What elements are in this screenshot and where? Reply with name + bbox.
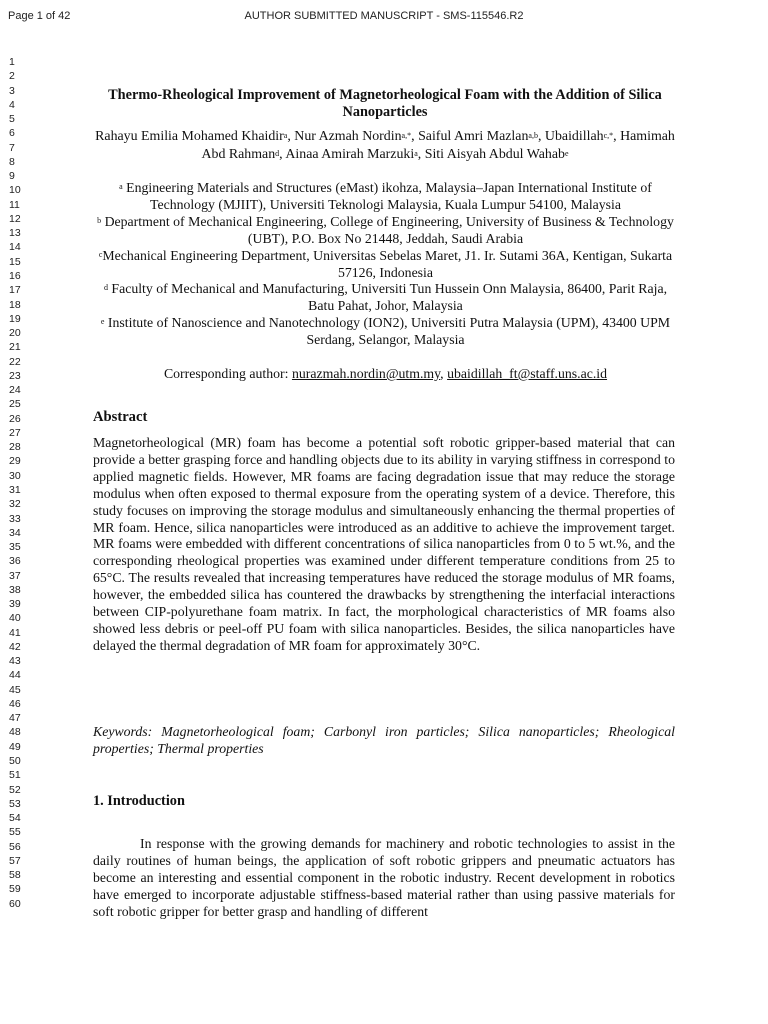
author-separator: , <box>411 129 419 144</box>
line-number: 11 <box>9 198 20 211</box>
line-number: 18 <box>9 298 21 311</box>
line-number: 55 <box>9 826 21 839</box>
line-number: 10 <box>9 184 21 197</box>
affiliation-b <box>93 214 678 248</box>
line-number: 1 <box>9 56 15 68</box>
line-number: 22 <box>9 355 21 368</box>
line-number: 38 <box>9 583 21 596</box>
author-name: Rahayu Emilia Mohamed Khaidir <box>95 129 284 144</box>
line-number: 53 <box>9 797 21 810</box>
author-separator: , <box>279 147 286 162</box>
author-separator: , <box>537 129 545 144</box>
line-number: 45 <box>9 683 21 696</box>
line-number: 36 <box>9 555 21 568</box>
author-name: Nur Azmah Nordin <box>294 129 402 144</box>
line-number: 32 <box>9 498 21 511</box>
author-separator: , <box>613 129 621 144</box>
line-number: 41 <box>9 626 21 639</box>
line-number: 57 <box>9 854 21 867</box>
line-number: 15 <box>9 255 21 268</box>
affiliation-text: Faculty of Mechanical and Manufacturing, Universiti Tun Hussein Onn Malaysia, 86400, Parit Raja, Batu Pahat, Johor, Malaysia <box>107 281 668 314</box>
line-number: 13 <box>9 227 21 240</box>
line-number: 52 <box>9 783 21 796</box>
affiliation-text: Mechanical Engineering Department, Universitas Sebelas Maret, J1. Ir. Sutami 36A, Kentigan, Sukarta 57126, Indonesia <box>102 247 673 280</box>
line-number: 43 <box>9 655 21 668</box>
abstract-text: Magnetorheological (MR) foam has become a potential soft robotic gripper-based material that can provide a better grasping force and handling objects due to its ability in varying stiffness in correspond to applied magnetic fields. However, MR foams are facing degradation issue that may reduce the storage modulus when often exposed to thermal exposure from the operating system of a device. Therefore, this study focuses on improving the storage modulus and simultaneously enhancing the thermal properties of MR foam. Hence, silica nanoparticles were introduced as an additive to achieve the improvement target. MR foams were embedded with different concentrations of silica nanoparticles from 0 to 5 wt.%, and the corresponding rheological properties was examined under different temperature conditions from 25 to 65°C. The results revealed that increasing temperatures have reduced the storage modulus of MR foams, however, the embedded silica has countered the drawbacks by strengthening the interfacial interactions between CIP-polyurethane foam matrix. In fact, the morphological characteristics of MR foams also showed less debris or peel-off PU foam with silica nanoparticles. Besides, the silica nanoparticles have delayed the thermal degradation of MR foam for approximately 30°C. <box>93 435 675 653</box>
affiliation-text: Department of Mechanical Engineering, College of Engineering, University of Business & Technology (UBT), P.O. Box No 21448, Jeddah, Saudi Arabia <box>101 213 674 246</box>
affiliation-mark: e <box>100 317 105 327</box>
line-number: 21 <box>9 341 21 354</box>
line-number: 24 <box>9 384 21 397</box>
affiliations <box>93 180 678 349</box>
line-number: 4 <box>9 98 15 111</box>
author-name: Ainaa Amirah Marzuki <box>285 147 415 162</box>
introduction-text: In response with the growing demands for machinery and robotic technologies to assist in the daily routines of human beings, the application of soft robotic grippers and pneumatic actuators has become an interesting and essential component in the robotic industry. Recent development in robotics have emerged to incorporate adjustable stiffness-based material rather than using passive materials for soft robotic gripper for better grasp and handling of different <box>93 836 675 919</box>
line-number: 44 <box>9 669 21 682</box>
affiliation-c <box>93 248 678 282</box>
line-number: 20 <box>9 327 21 340</box>
line-number: 42 <box>9 640 21 653</box>
line-number: 49 <box>9 740 21 753</box>
author-name: Ubaidillah <box>544 129 604 144</box>
author-name: Saiful Amri Mazlan <box>418 129 529 144</box>
abstract-heading: Abstract <box>93 409 148 425</box>
author-name: Siti Aisyah Abdul Wahab <box>424 147 565 162</box>
affiliation-e <box>93 315 678 349</box>
line-number: 29 <box>9 455 21 468</box>
line-number: 14 <box>9 241 21 254</box>
line-number: 50 <box>9 755 21 768</box>
email-link-2[interactable]: ubaidillah_ft@staff.uns.ac.id <box>447 366 608 381</box>
line-number: 54 <box>9 812 21 825</box>
line-number: 39 <box>9 598 21 611</box>
line-number: 19 <box>9 312 21 325</box>
line-number: 47 <box>9 712 21 725</box>
line-number: 6 <box>9 127 15 140</box>
author-affiliation-mark: d <box>275 149 280 158</box>
affiliation-mark: b <box>97 215 102 225</box>
corresponding-label: Corresponding author: <box>163 366 292 381</box>
keywords: Keywords: Magnetorheological foam; Carbonyl iron particles; Silica nanoparticles; Rheological properties; Thermal properties <box>93 724 675 756</box>
line-number: 8 <box>9 155 15 168</box>
author-separator: , <box>287 129 295 144</box>
line-number: 51 <box>9 769 21 782</box>
manuscript-header: AUTHOR SUBMITTED MANUSCRIPT - SMS-115546.R2 <box>244 10 524 22</box>
corresponding-author <box>93 366 678 382</box>
line-number: 40 <box>9 612 21 625</box>
author-affiliation-mark: a <box>414 149 418 158</box>
affiliation-mark: c <box>98 249 103 259</box>
line-number: 12 <box>9 212 21 225</box>
line-numbers <box>9 55 21 911</box>
line-number: 28 <box>9 441 21 454</box>
affiliation-text: Engineering Materials and Structures (eMast) ikohza, Malaysia–Japan International Institute of Technology (MJIIT), Universiti Teknologi Malaysia, Kuala Lumpur 54100, Malaysia <box>122 180 652 212</box>
line-number: 2 <box>9 70 15 83</box>
line-number: 58 <box>9 869 21 882</box>
line-number: 30 <box>9 469 21 482</box>
affiliation-text: Institute of Nanoscience and Nanotechnology (ION2), Universiti Putra Malaysia (UPM), 43400 UPM Serdang, Selangor, Malaysia <box>104 315 671 348</box>
line-number: 7 <box>9 141 15 154</box>
line-number: 48 <box>9 726 21 739</box>
line-number: 26 <box>9 412 21 425</box>
author-name: Hamimah Abd Rahman <box>201 129 675 162</box>
line-number: 46 <box>9 697 21 710</box>
line-number: 56 <box>9 840 21 853</box>
line-number: 17 <box>9 284 21 297</box>
line-number: 35 <box>9 541 21 554</box>
affiliation-d <box>93 281 678 315</box>
page-indicator: Page 1 of 42 <box>8 10 71 22</box>
line-number: 34 <box>9 526 21 539</box>
line-number: 5 <box>9 113 15 126</box>
email-separator: , <box>440 366 448 381</box>
line-number: 25 <box>9 398 21 411</box>
author-separator: , <box>417 147 425 162</box>
affiliation-a <box>93 180 678 214</box>
email-link-1[interactable]: nurazmah.nordin@utm.my <box>291 366 441 381</box>
line-number: 33 <box>9 512 21 525</box>
paper-title: Thermo-Rheological Improvement of Magnetorheological Foam with the Addition of Silica Nanoparticles <box>108 87 662 120</box>
author-affiliation-mark: e <box>564 149 569 158</box>
line-number: 60 <box>9 897 21 910</box>
affiliation-mark: d <box>103 283 108 293</box>
author-affiliation-mark: a <box>283 131 288 140</box>
line-number: 31 <box>9 483 21 496</box>
line-number: 23 <box>9 369 21 382</box>
line-number: 27 <box>9 426 21 439</box>
line-number: 37 <box>9 569 21 582</box>
author-affiliation-mark: c,* <box>603 131 614 140</box>
line-number: 3 <box>9 84 15 97</box>
author-affiliation-mark: a,* <box>401 131 412 140</box>
line-number: 59 <box>9 883 21 896</box>
line-number: 16 <box>9 269 21 282</box>
affiliation-mark: a <box>119 182 123 191</box>
line-number: 9 <box>9 170 15 183</box>
introduction-heading: 1. Introduction <box>93 793 185 809</box>
author-list <box>95 128 675 164</box>
author-affiliation-mark: a,b <box>528 131 538 140</box>
